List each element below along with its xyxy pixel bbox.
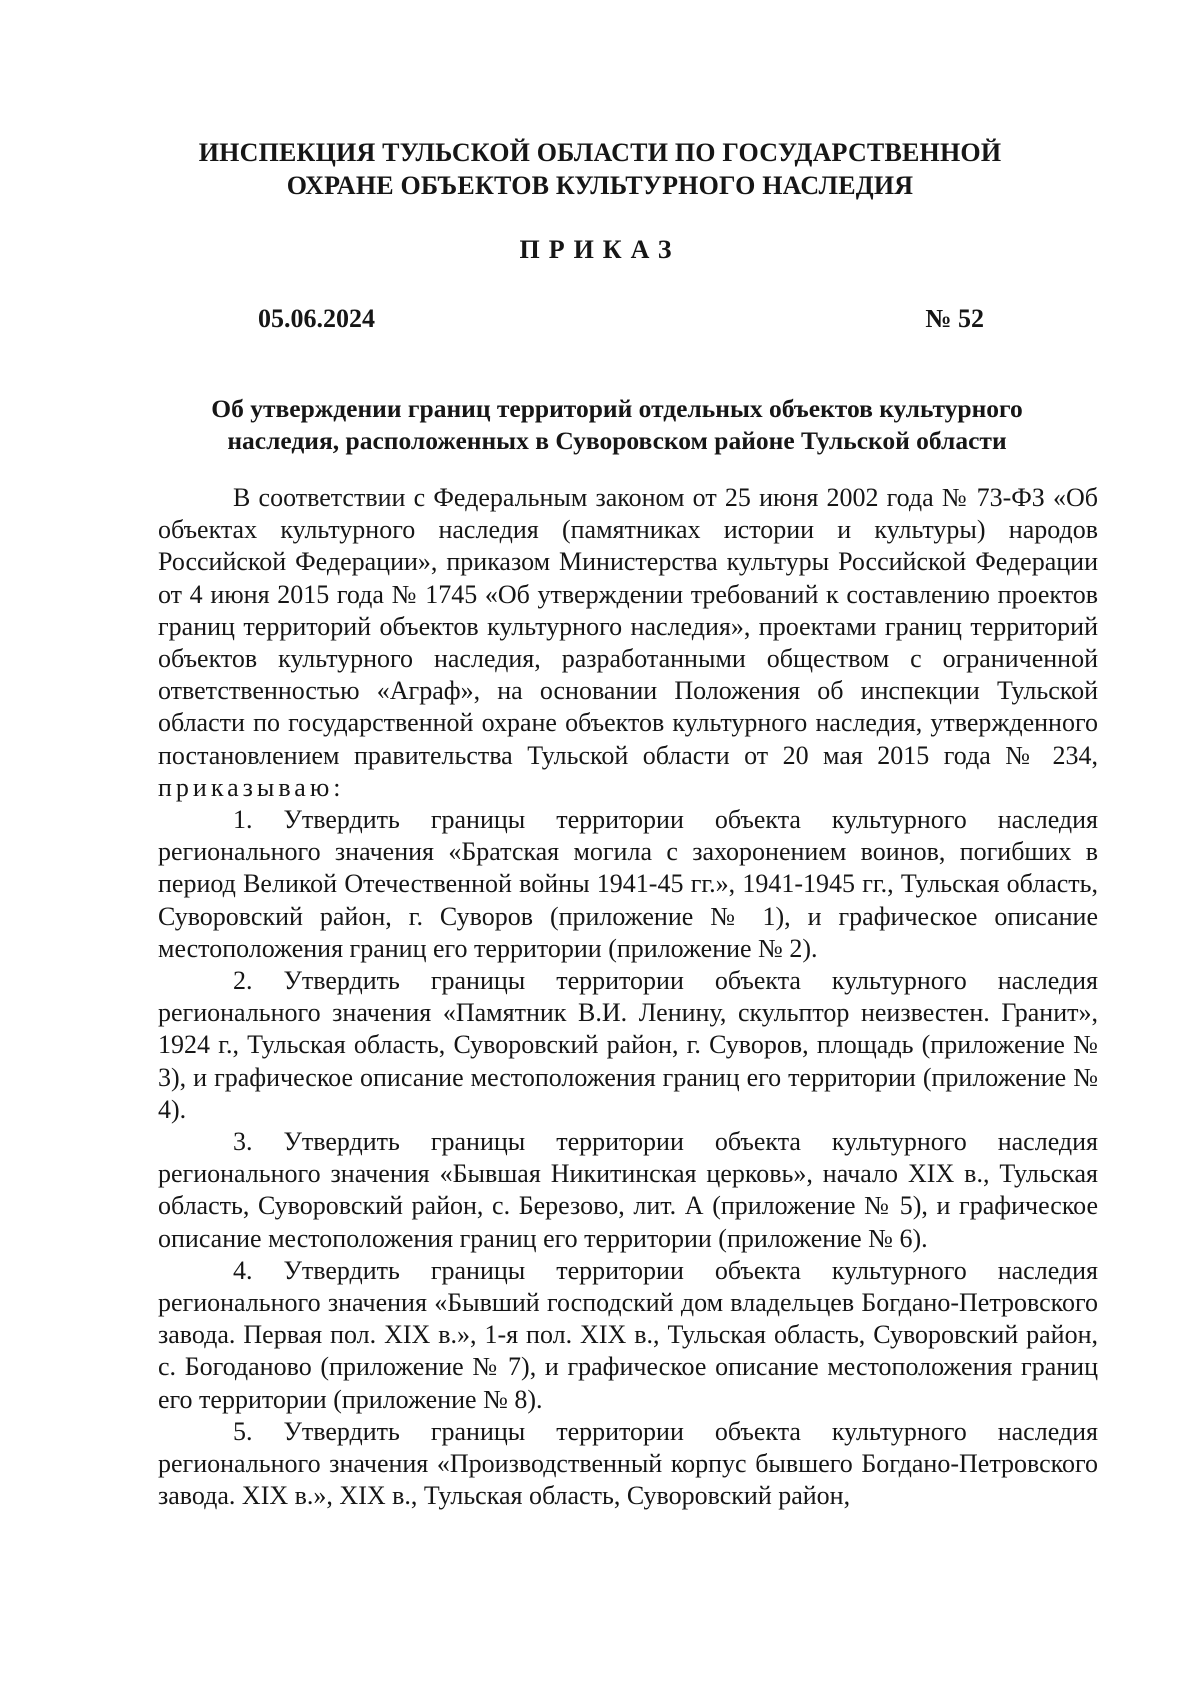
- order-item-2: 2. Утвердить границы территории объекта культурного наследия регионального значения «Памятник В.И. Ленину, скульптор неизвестен. Гранит», 1924 г., Тульская область, Суворовский район, г. Суворов, площадь (приложение № 3), и графическое описание местоположения границ его территории (приложение № 4).: [158, 966, 1098, 1124]
- document-subject-line-2: наследия, расположенных в Суворовском районе Тульской области: [227, 426, 1007, 455]
- organization-name-line-1: ИНСПЕКЦИЯ ТУЛЬСКОЙ ОБЛАСТИ ПО ГОСУДАРСТВЕННОЙ: [198, 138, 1002, 167]
- document-number: № 52: [925, 304, 984, 333]
- order-item-5: 5. Утвердить границы территории объекта культурного наследия регионального значения «Производственный корпус бывшего Богдано-Петровского завода. XIX в.», XIX в., Тульская область, Суворовский район,: [158, 1416, 1098, 1511]
- order-item-3: 3. Утвердить границы территории объекта культурного наследия регионального значения «Бывшая Никитинская церковь», начало XIX в., Тульская область, Суворовский район, с. Березово, лит. А (приложение № 5), и графическое описание местоположения границ его территории (приложение № 6).: [158, 1127, 1098, 1253]
- preamble-paragraph: [158, 482, 1098, 804]
- organization-name-line-2: ОХРАНЕ ОБЪЕКТОВ КУЛЬТУРНОГО НАСЛЕДИЯ: [286, 171, 914, 200]
- document-body: [158, 482, 1098, 1513]
- organization-name: [150, 136, 1050, 202]
- order-item-4: 4. Утвердить границы территории объекта культурного наследия регионального значения «Бывший господский дом владельцев Богдано-Петровского завода. Первая пол. XIX в.», 1-я пол. XIX в., Тульская область, Суворовский район, с. Богоданово (приложение № 7), и графическое описание местоположения границ его территории (приложение № 8).: [158, 1255, 1098, 1414]
- preamble-text: В соответствии с Федеральным законом от 25 июня 2002 года № 73-ФЗ «Об объектах культурного наследия (памятниках истории и культуры) народов Российской Федерации», приказом Министерства культуры Российской Федерации от 4 июня 2015 года № 1745 «Об утверждении требований к составлению проектов границ территорий объектов культурного наследия», проектами границ территорий объектов культурного наследия, разработанными обществом с ограниченной ответственностью «Аграф», на основании Положения об инспекции Тульской области по государственной охране объектов культурного наследия, утвержденного постановлением правительства Тульской области от 20 мая 2015 года № 234,: [158, 483, 1098, 770]
- document-subject: [150, 393, 1084, 457]
- document-subject-line-1: Об утверждении границ территорий отдельных объектов культурного: [211, 394, 1023, 423]
- order-item-1: 1. Утвердить границы территории объекта культурного наследия регионального значения «Братская могила с захоронением воинов, погибших в период Великой Отечественной войны 1941-45 гг.», 1941-1945 гг., Тульская область, Суворовский район, г. Суворов (приложение № 1), и графическое описание местоположения границ его территории (приложение № 2).: [158, 805, 1098, 963]
- document-type: ПРИКАЗ: [519, 235, 681, 264]
- document-date: 05.06.2024: [258, 304, 375, 333]
- order-word: приказываю:: [158, 772, 345, 802]
